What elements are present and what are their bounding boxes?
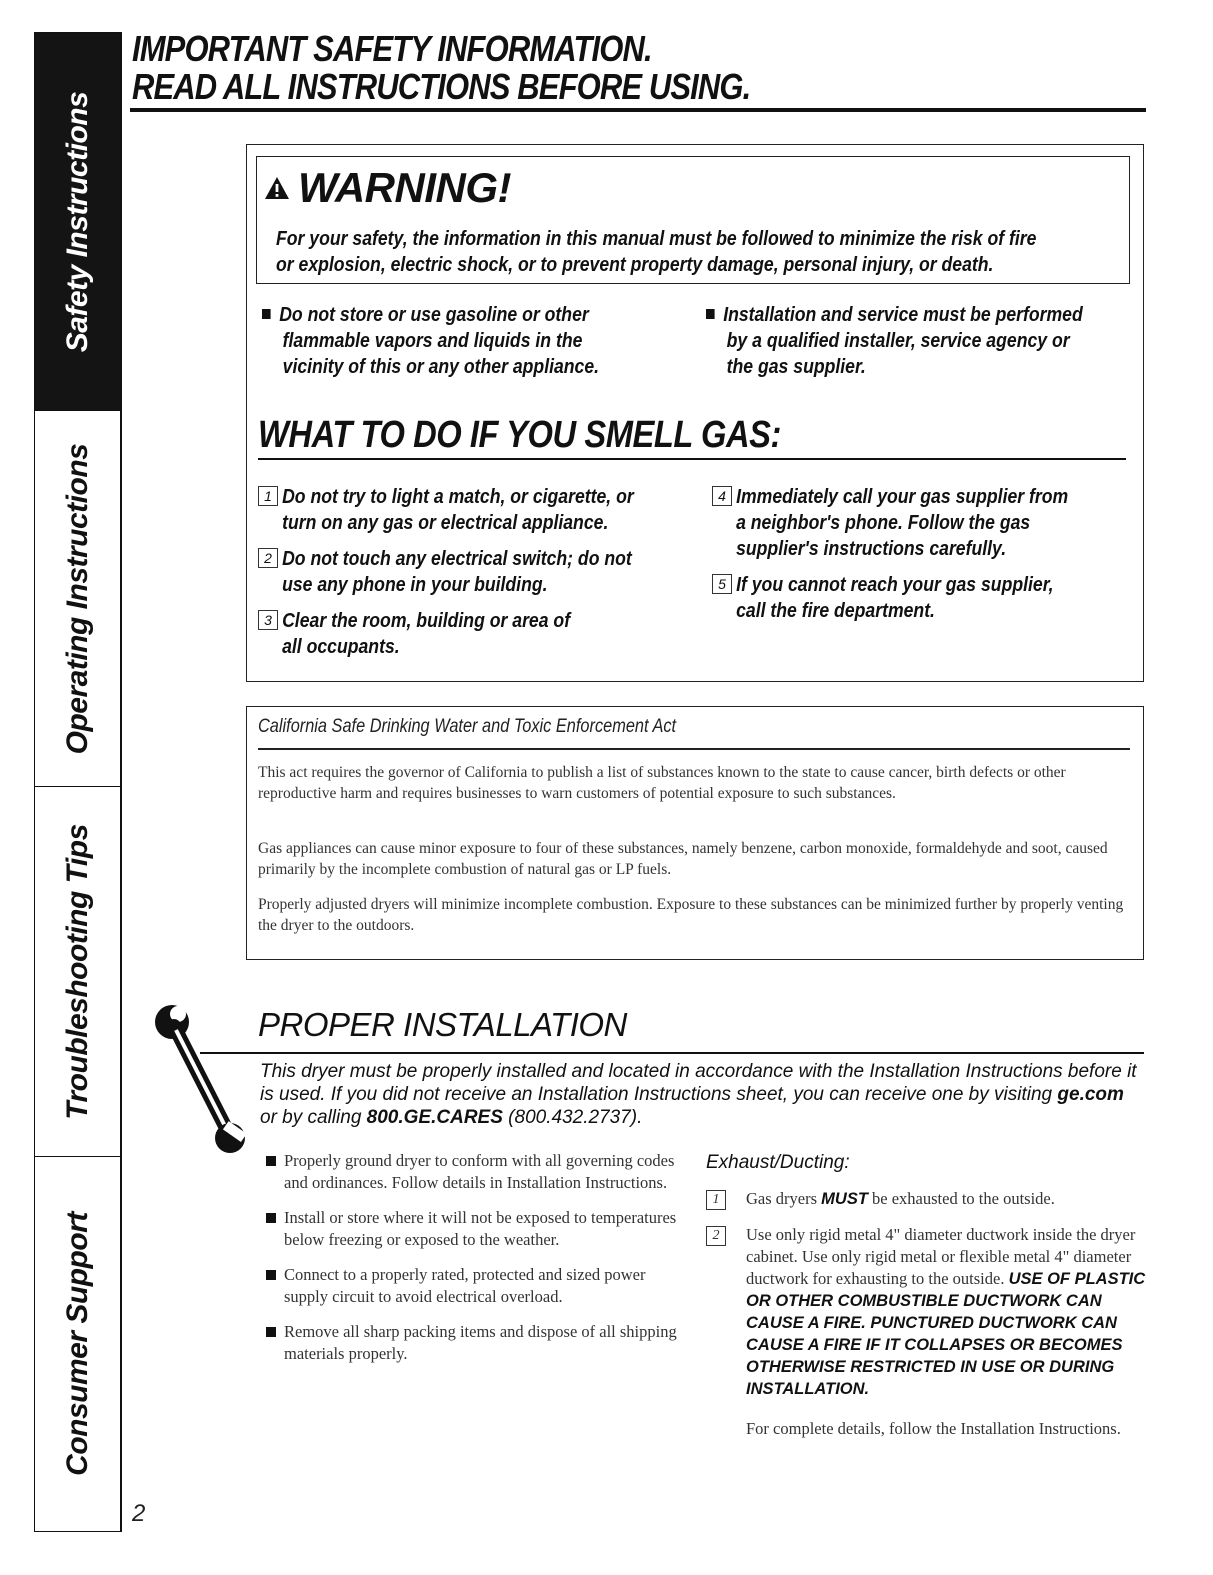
gas-step <box>712 484 1126 562</box>
bullet-text: Remove all sharp packing items and dispose of all shipping materials properly. <box>284 1322 677 1363</box>
intro-text: (800.432.2737). <box>502 1107 643 1128</box>
tab-label: Operating Instructions <box>60 443 94 754</box>
installation-bullets <box>266 1150 686 1378</box>
bullet-text: Install or store where it will not be exposed to temperatures below freezing or exposed to the weather. <box>284 1208 677 1249</box>
step-text: all occupants. <box>282 635 400 658</box>
gas-step <box>258 484 695 536</box>
step-text-part: be exhausted to the outside. <box>867 1189 1055 1208</box>
section-tabs <box>34 32 122 1532</box>
bullet-text: Properly ground dryer to conform with all governing codes and ordinances. Follow details in Installation Instructions. <box>284 1151 675 1192</box>
bullet-text: Installation and service must be performed <box>723 303 1083 326</box>
bullet-icon <box>266 1213 276 1223</box>
wrench-icon <box>154 1000 246 1160</box>
list-item <box>266 1207 686 1251</box>
step-text: use any phone in your building. <box>282 573 548 596</box>
warning-line: For your safety, the information in this manual must be followed to minimize the risk of fire <box>276 227 1037 250</box>
phone-number: 800.GE.CARES <box>366 1107 503 1128</box>
gas-step <box>712 572 1109 624</box>
california-title: California Safe Drinking Water and Toxic Enforcement Act <box>258 716 677 737</box>
step-text: Clear the room, building or area of <box>282 609 571 632</box>
step-text: Do not try to light a match, or cigarette, or <box>282 485 634 508</box>
bullet-text: Connect to a properly rated, protected and sized power supply circuit to avoid electrical overload. <box>284 1265 646 1306</box>
warning-bullet-installation <box>706 302 1144 380</box>
smell-gas-rule <box>258 458 1126 460</box>
step-text: turn on any gas or electrical appliance. <box>282 511 609 534</box>
bullet-icon <box>266 1327 276 1337</box>
gas-step <box>258 608 621 660</box>
california-paragraph: This act requires the governor of California to publish a list of substances known to the state to cause cancer, birth defects or other reproductive harm and requires businesses to warn customers of potential exposure to such substances. <box>258 764 1066 802</box>
tab-operating-instructions[interactable] <box>35 411 120 787</box>
warning-heading <box>264 164 511 212</box>
california-paragraph: Gas appliances can cause minor exposure to four of these substances, namely benzene, carbon monoxide, formaldehyde and soot, caused primarily by the incomplete combustion of natural gas or LP fuels. <box>258 840 1108 878</box>
exhaust-step <box>706 1188 1146 1210</box>
warning-triangle-icon <box>264 176 290 200</box>
bullet-text: flammable vapors and liquids in the <box>282 329 583 352</box>
list-item <box>266 1264 686 1308</box>
step-text-part: Gas dryers <box>746 1189 822 1208</box>
step-text: supplier's instructions carefully. <box>736 537 1007 560</box>
step-number: 4 <box>712 486 732 506</box>
page-title-line-2: READ ALL INSTRUCTIONS BEFORE USING. <box>132 66 751 107</box>
list-item <box>266 1150 686 1194</box>
california-paragraph: Properly adjusted dryers will minimize incomplete combustion. Exposure to these substances can be minimized further by properly venting the dryer to the outdoors. <box>258 896 1124 934</box>
installation-intro <box>260 1060 1140 1129</box>
page-number: 2 <box>132 1500 146 1527</box>
step-number: 5 <box>712 574 732 594</box>
step-number: 2 <box>706 1226 726 1246</box>
step-number: 3 <box>258 610 278 630</box>
step-emphasis: USE OF PLASTIC OR OTHER COMBUSTIBLE DUCTWORK CAN CAUSE A FIRE. PUNCTURED DUCTWORK CAN CAUSE A FIRE IF IT COLLAPSES OR BECOMES OTHERWISE RESTRICTED IN USE OR DURING INSTALLATION. <box>746 1270 1146 1398</box>
bullet-icon <box>706 309 715 319</box>
header-rule <box>130 108 1146 112</box>
step-number: 1 <box>706 1190 726 1210</box>
installation-rule <box>200 1052 1144 1054</box>
step-text: Do not touch any electrical switch; do not <box>282 547 632 570</box>
tab-label: Consumer Support <box>60 1212 94 1476</box>
step-text: If you cannot reach your gas supplier, <box>736 573 1054 596</box>
page-title <box>132 30 1144 106</box>
exhaust-heading: Exhaust/Ducting: <box>706 1152 850 1173</box>
list-item <box>266 1321 686 1365</box>
warning-line: or explosion, electric shock, or to prevent property damage, personal injury, or death. <box>276 253 994 276</box>
tab-consumer-support[interactable] <box>35 1157 120 1531</box>
page-title-line-1: IMPORTANT SAFETY INFORMATION. <box>132 28 652 69</box>
installation-heading: PROPER INSTALLATION <box>258 1006 627 1043</box>
warning-bullet-gasoline <box>262 302 654 380</box>
bullet-icon <box>262 309 271 319</box>
step-number: 2 <box>258 548 278 568</box>
step-text <box>706 1188 1146 1210</box>
tab-label: Troubleshooting Tips <box>60 823 94 1120</box>
step-text: Immediately call your gas supplier from <box>736 485 1069 508</box>
step-number: 1 <box>258 486 278 506</box>
exhaust-footer: For complete details, follow the Installation Instructions. <box>746 1419 1121 1438</box>
step-text-part: Use only rigid metal 4" diameter ductwork inside the dryer cabinet. Use only rigid metal or flexible metal 4" diameter ductwork for exhausting to the outside. <box>746 1225 1136 1288</box>
warning-title: WARNING! <box>298 164 511 211</box>
intro-text: This dryer must be properly installed and located in accordance with the Installation Instructions before it is used. If you did not receive an Installation Instructions sheet, you can receive one by visiting <box>260 1061 1137 1105</box>
tab-troubleshooting-tips[interactable] <box>35 787 120 1157</box>
bullet-text: Do not store or use gasoline or other <box>279 303 589 326</box>
step-emphasis: MUST <box>821 1190 868 1208</box>
tab-safety-instructions[interactable] <box>35 33 120 411</box>
bullet-text: the gas supplier. <box>726 355 866 378</box>
california-rule <box>258 748 1130 750</box>
step-text: a neighbor's phone. Follow the gas <box>736 511 1031 534</box>
exhaust-step <box>706 1224 1146 1400</box>
tab-label: Safety Instructions <box>60 91 94 352</box>
warning-statement <box>276 226 1160 278</box>
bullet-icon <box>266 1270 276 1280</box>
bullet-text: by a qualified installer, service agency or <box>726 329 1070 352</box>
intro-text: or by calling <box>260 1107 367 1128</box>
bullet-text: vicinity of this or any other appliance. <box>282 355 600 378</box>
step-text: call the fire department. <box>736 599 935 622</box>
website-link[interactable]: ge.com <box>1057 1084 1124 1105</box>
step-text <box>706 1224 1146 1400</box>
gas-step <box>258 546 693 598</box>
bullet-icon <box>266 1156 276 1166</box>
smell-gas-heading: WHAT TO DO IF YOU SMELL GAS: <box>258 414 781 456</box>
